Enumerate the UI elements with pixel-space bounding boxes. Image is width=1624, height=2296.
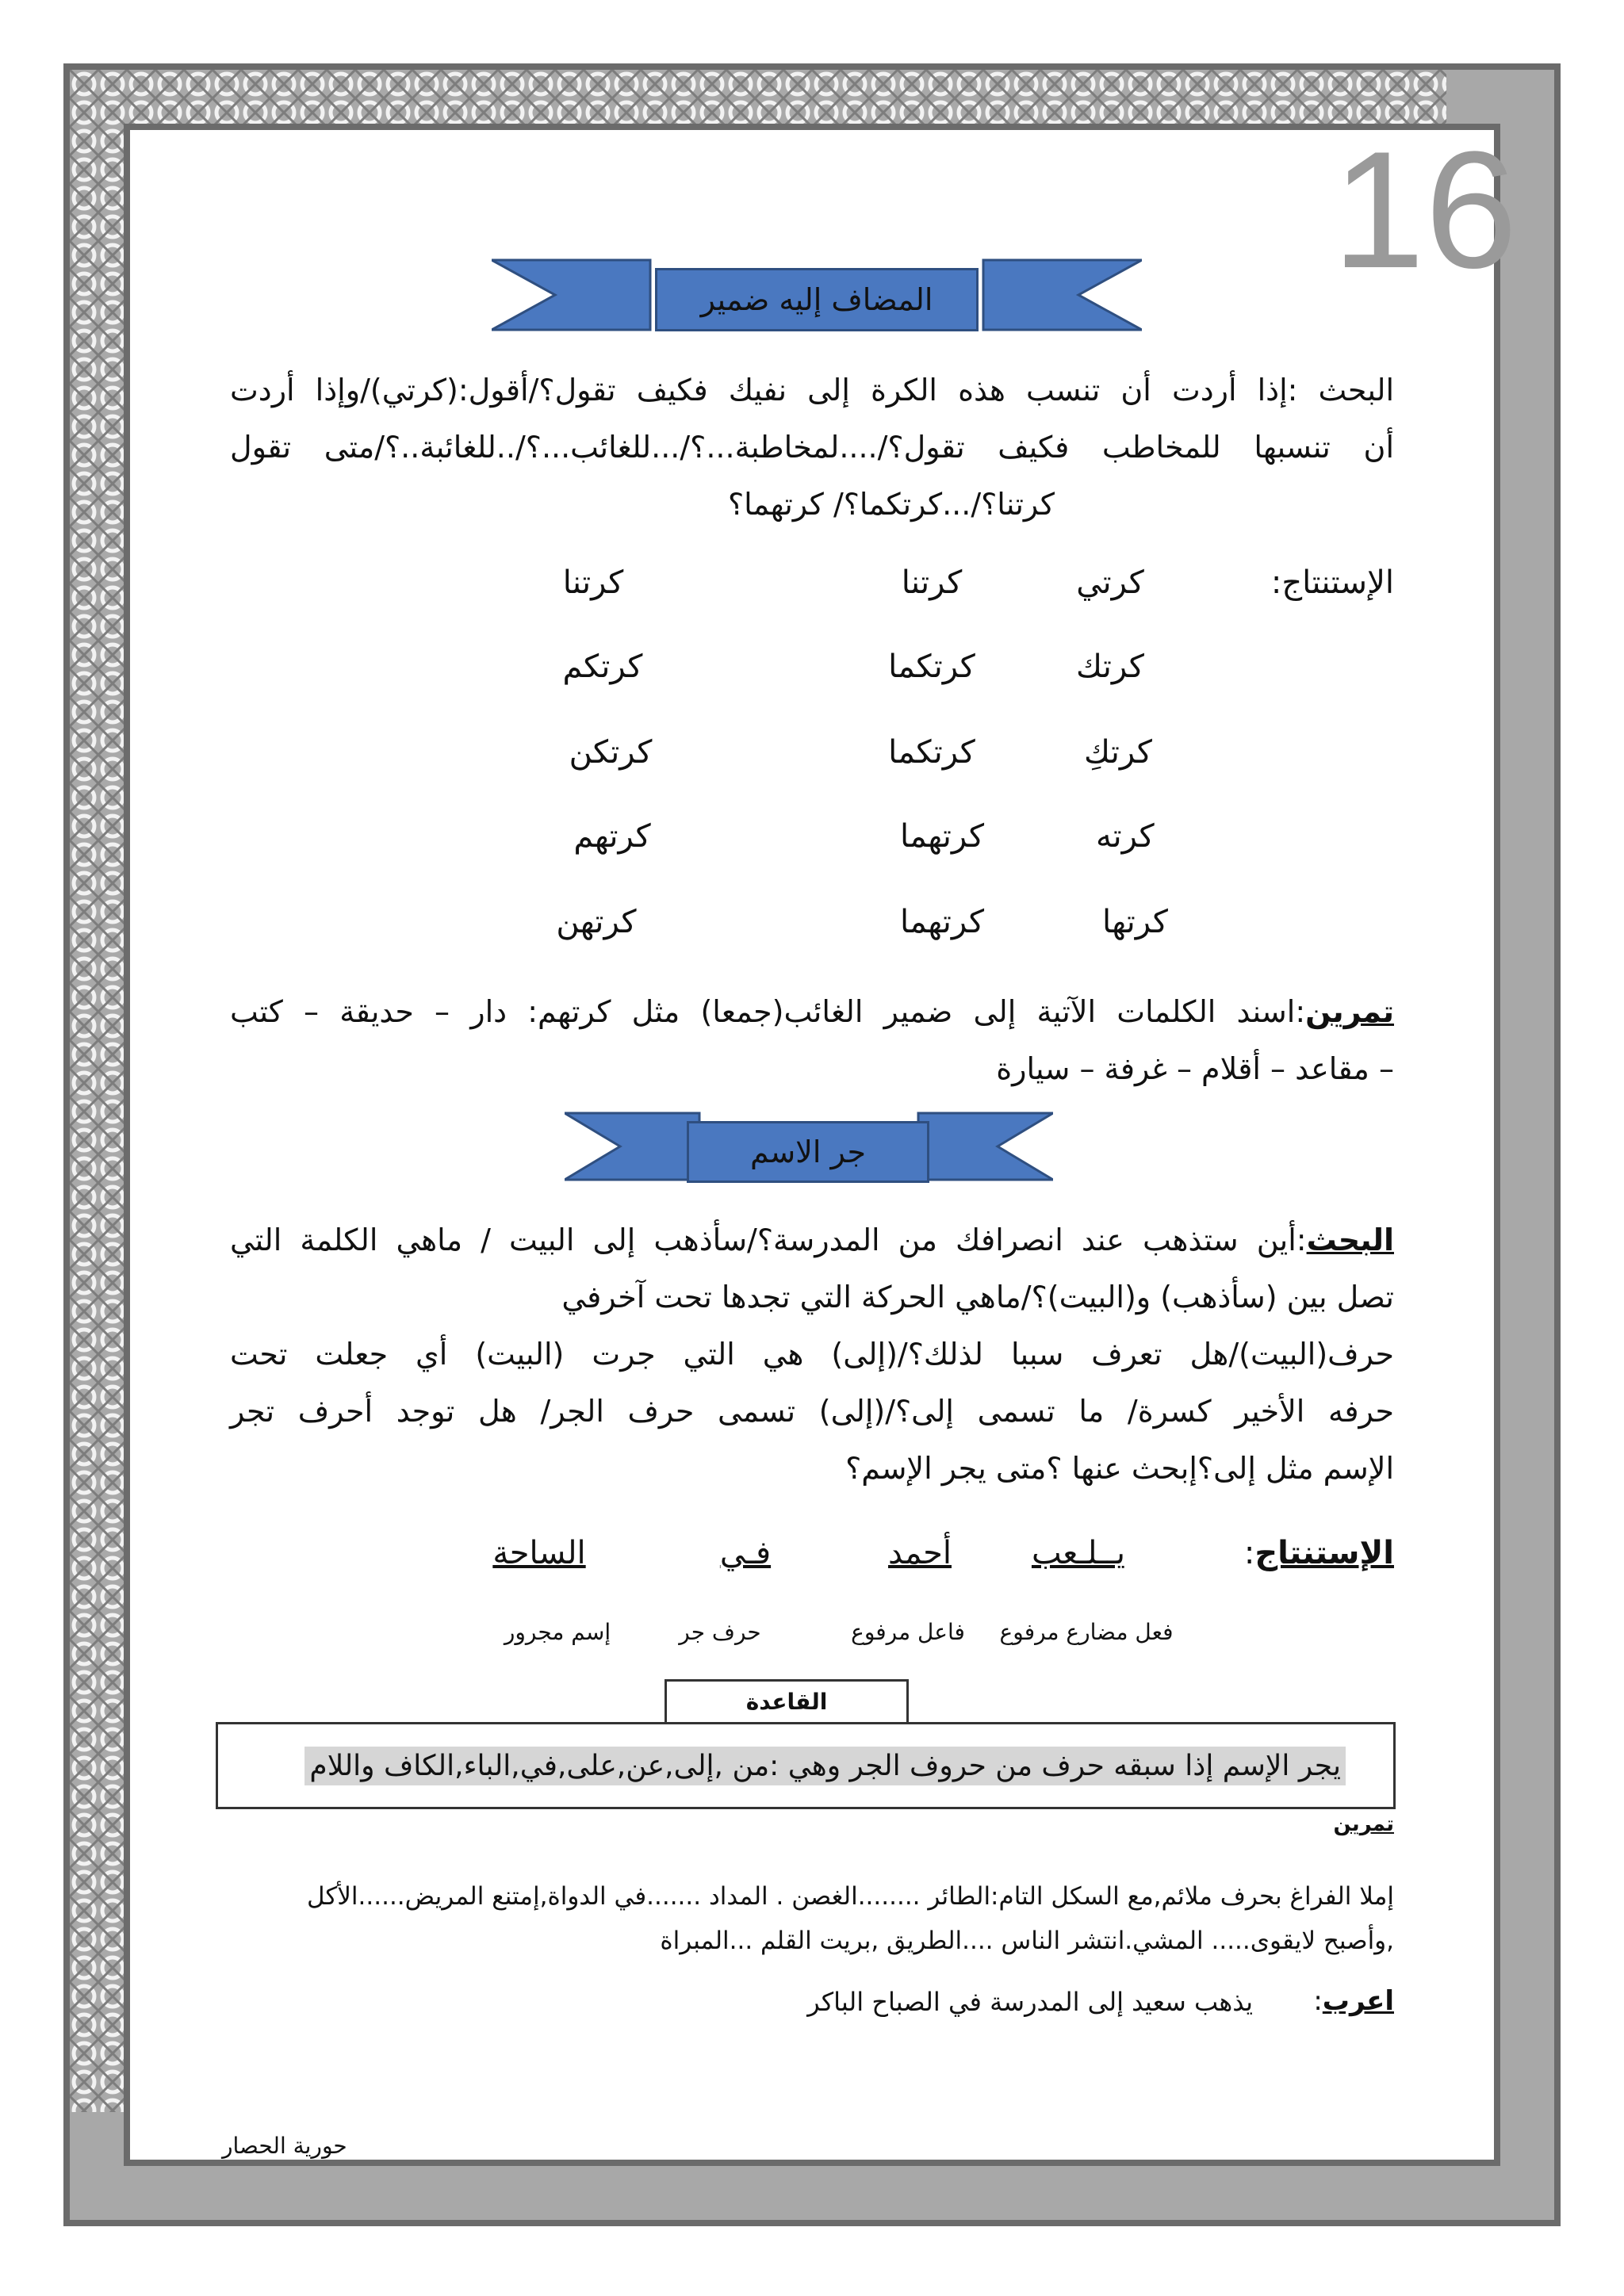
example-tag: إسم مجرور xyxy=(504,1619,611,1645)
table-cell: كرتهم xyxy=(573,818,651,855)
research-line: الإسم مثل إلى؟إبحث عنها ؟متى يجر الإسم؟ xyxy=(845,1451,1394,1486)
example-tag: فاعل مرفوع xyxy=(851,1619,965,1645)
example-tag: حرف جر xyxy=(679,1619,761,1645)
exercise-label: تمرين xyxy=(1305,994,1394,1029)
example-word: أحمد xyxy=(888,1535,952,1571)
table-cell: كرتكِ xyxy=(1084,734,1152,771)
conclusion-label: الإستنتاج xyxy=(1254,1535,1394,1571)
exercise-line: ,وأصبح لايقوى..... المشي.انتشر الناس ....الطريق ,بريت القلم ...المبراة xyxy=(660,1927,1394,1955)
section1-exercise xyxy=(230,983,1394,1097)
table-cell: كرتهما xyxy=(900,818,984,855)
table-cell: كرتنا xyxy=(901,564,963,601)
section1-conclusion-label: الإستنتاج: xyxy=(1270,564,1394,601)
table-cell: كرتها xyxy=(1102,904,1168,940)
exercise-text: :اسند الكلمات الآتية إلى ضمير الغائب(جمعا) مثل كرتهم: دار – حديقة – كتب xyxy=(230,994,1306,1029)
section1-research xyxy=(230,362,1394,533)
table-cell: كرتكم xyxy=(562,649,643,685)
table-cell: كرته xyxy=(1096,818,1155,855)
research-line: البحث :إذا أردت أن تنسب هذه الكرة إلى نفيك فكيف تقول؟/أقول:(كرتي)/وإذا أردت xyxy=(230,373,1394,408)
table-cell: كرتكما xyxy=(888,734,975,771)
research-line: كرتنا؟/...كرتكما؟/ كرتهما؟ xyxy=(728,487,1055,522)
example-word: الساحة xyxy=(492,1535,586,1571)
research-label: البحث xyxy=(1306,1223,1394,1257)
exercise-line xyxy=(230,983,1394,1040)
rule-text: يجر الإسم إذا سبقه حرف من حروف الجر وهي :من ,إلى,عن,على,في,الباء,الكاف واللام xyxy=(304,1747,1346,1785)
author-signature: حورية الحصار xyxy=(222,2133,347,2159)
table-cell: كرتكما xyxy=(888,649,975,685)
parse-label: اعرب xyxy=(1322,1985,1394,2017)
table-cell: كرتنا xyxy=(562,564,624,601)
table-cell: كرتهما xyxy=(900,904,984,940)
research-line: حرفه الأخير كسرة/ ما تسمى إلى؟/(إلى) تسمى حرف الجر/ هل توجد أحرف تجر xyxy=(230,1394,1394,1429)
table-cell: كرتي xyxy=(1076,564,1144,601)
section2-conclusion: الإستنتاج: xyxy=(1243,1535,1394,1571)
research-line: حرف(البيت)/هل تعرف سببا لذلك؟/(إلى) هي التي جرت (البيت) أي جعلت تحت xyxy=(230,1337,1394,1372)
exercise2 xyxy=(238,1874,1394,1963)
rule-box xyxy=(216,1722,1396,1809)
section1-title: المضاف إليه ضمير xyxy=(655,268,979,331)
page-number: 16 xyxy=(1332,117,1518,303)
section2-research xyxy=(230,1211,1394,1497)
research-line xyxy=(230,1211,1394,1269)
exercise-line: إملا الفراغ بحرف ملائم,مع السكل التام:الطائر ........الغصن . المداد .......في الدواة,إمتنع المريض......الأكل xyxy=(307,1882,1394,1911)
exercise2-label: تمرين xyxy=(1333,1812,1394,1836)
example-word: فـي xyxy=(719,1535,772,1571)
section2-title: جر الاسم xyxy=(687,1121,929,1183)
example-tag: فعل مضارع مرفوع xyxy=(999,1619,1174,1645)
rule-label: القاعدة xyxy=(665,1679,909,1722)
exercise-line: – مقاعد – أقلام – غرفة – سيارة xyxy=(996,1051,1394,1086)
table-cell: كرتكن xyxy=(569,734,653,771)
table-cell: كرتك xyxy=(1076,649,1144,685)
research-line: تصل بين (سأذهب) و(البيت)؟/ماهي الحركة التي تجدها تحت آخرفي xyxy=(561,1280,1394,1314)
research-line: أن تنسبها للمخاطب فكيف تقول؟/....لمخاطبة...؟/...للغائب...؟/..للغائبة..؟/متى تقول xyxy=(230,430,1394,465)
parse-label-line: اعرب: xyxy=(1313,1985,1394,2017)
table-cell: كرتهن xyxy=(556,904,637,940)
research-text: :أين ستذهب عند انصرافك من المدرسة؟/سأذهب إلى البيت / ماهي الكلمة التي xyxy=(230,1223,1307,1257)
example-word: يــلـعب xyxy=(1031,1535,1126,1571)
parse-sentence: يذهب سعيد إلى المدرسة في الصباح الباكر xyxy=(807,1987,1253,2017)
